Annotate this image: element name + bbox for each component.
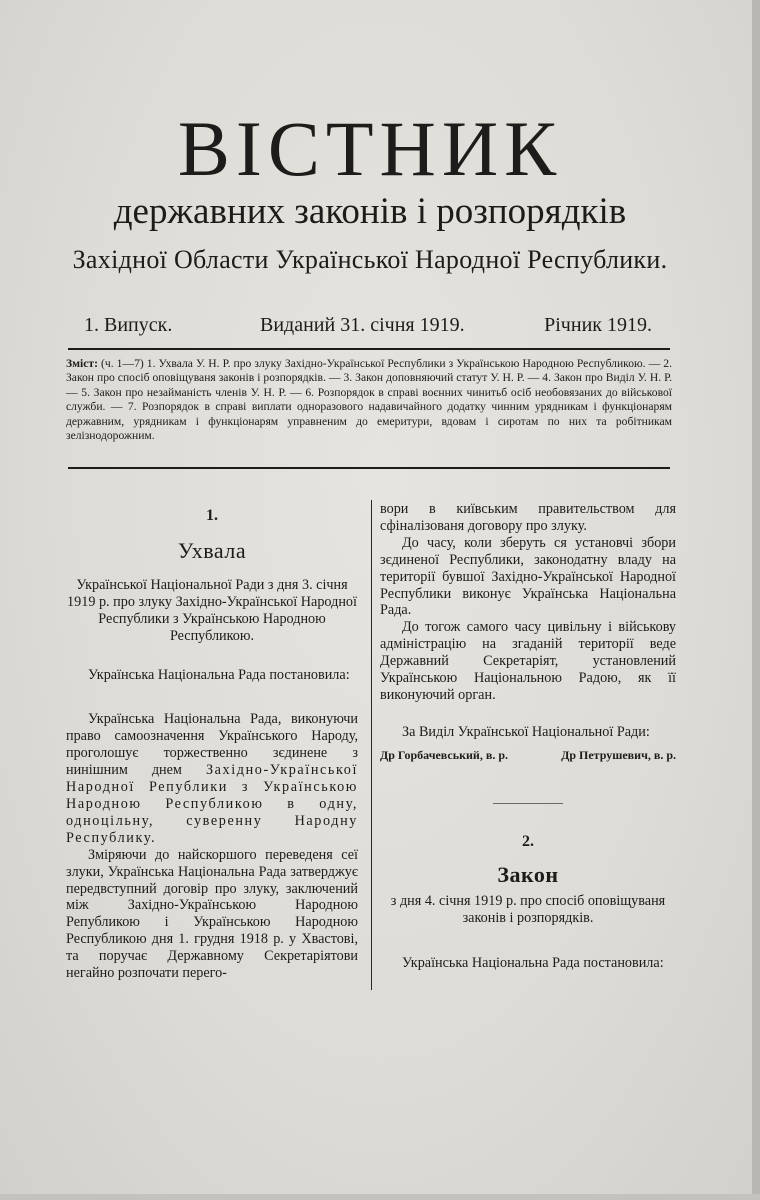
section-number: 2. [522, 832, 534, 850]
table-of-contents [66, 357, 672, 443]
issue-number: 1. Випуск. [84, 314, 173, 336]
masthead-subtitle: державних законів і розпорядків [113, 191, 627, 232]
divider-rule-top [68, 348, 670, 350]
contents-text: (ч. 1—7) 1. Ухвала У. Н. Р. про злуку Західно-Української Республики з Українською Народною Республикою. — 2. Закон про спосіб оповіщуваня законів і розпорядків. — 3. Закон доповняючий статут У. Н. Р. — 4. Закон про Виділ У. Н. Р. — 5. Закон про незайманість членів У. Н. Р. — 6. Розпорядок в справі воєнних чинитьб осіб необовязаних до військової служби. — 7. Розпорядок в справі виплати одноразового надавичайного додатку чинним урядникам і функціонарям державним, урядникам і функціонарям управненим до емеритури, вдовам і сиротам по них та робітникам зелізнодорожним. [66, 357, 672, 443]
page-edge-right [752, 0, 760, 1200]
signature-right: Др Петрушевич, в. р. [561, 747, 676, 762]
issue-info-row [84, 314, 652, 342]
paragraph: вори в київським правительством для сфіналізованя договору про злуку. [380, 501, 676, 534]
resolution-line: Українська Національна Рада постановила: [402, 954, 664, 971]
section-separator [493, 803, 563, 804]
right-column [380, 501, 676, 971]
paragraph: Зміряючи до найскоршого переведеня сеї злуки, Українська Національна Рада затверджує передвступний договір про злуку, заключений між Західно-Українською Народною Републикою і Українською Народною Республикою дня 1. грудня 1918 р. у Хвастові, та поручає Державному Секретаріятови негайно розпочати перего- [66, 846, 358, 982]
section-intro: Української Національної Ради з дня 3. січня 1919 р. про злуку Західно-Української Народної Республики з Українською Народною Республикою. [67, 576, 357, 644]
resolution-line: Українська Національна Рада постановила: [88, 666, 350, 683]
paragraph: До часу, коли зберуть ся установчі збори зєдиненої Республики, законодатну владу на території бувшої Західно-Української Народної Республики виконує Українська Національна Рада. [380, 534, 676, 619]
issue-date: Виданий 31. січня 1919. [260, 314, 465, 336]
issue-year: Річник 1919. [544, 314, 652, 336]
masthead-region: Західної Области Української Народної Республики. [72, 245, 668, 274]
section-intro: з дня 4. січня 1919 р. про спосіб оповіщуваня законів і розпорядків. [390, 892, 666, 926]
signature-row [380, 747, 676, 765]
paragraph [66, 711, 358, 846]
paragraph-text: Українська Національна Рада, виконуючи право самоозначення Українського Народу, проголошує торжественно зєдинене з нинішним днем [66, 711, 358, 779]
section-heading: Ухвала [177, 537, 247, 563]
paragraph: До тогож самого часу цивільну і військову адміністрацію на згаданій території веде Державний Секретаріят, установлений Українською Національною Радою, як її виконуючий орган. [380, 619, 676, 703]
page-edge-bottom [0, 1194, 760, 1200]
section-number: 1. [206, 507, 218, 524]
masthead-title: ВІСТНИК [177, 105, 563, 192]
section-heading: Закон [497, 861, 559, 887]
contents-lead: Зміст: [66, 357, 98, 370]
paragraph-text-spaced: Західно-Української Народної Републики з Українською Народною Республикою в одну, одноцільну, суверенну Народну Республику. [66, 762, 358, 846]
column-divider [371, 500, 372, 990]
divider-rule-bottom [68, 467, 670, 469]
signature-intro: За Виділ Української Національної Ради: [402, 723, 650, 740]
signature-left: Др Горбачевський, в. р. [380, 747, 508, 762]
left-column [66, 508, 358, 982]
